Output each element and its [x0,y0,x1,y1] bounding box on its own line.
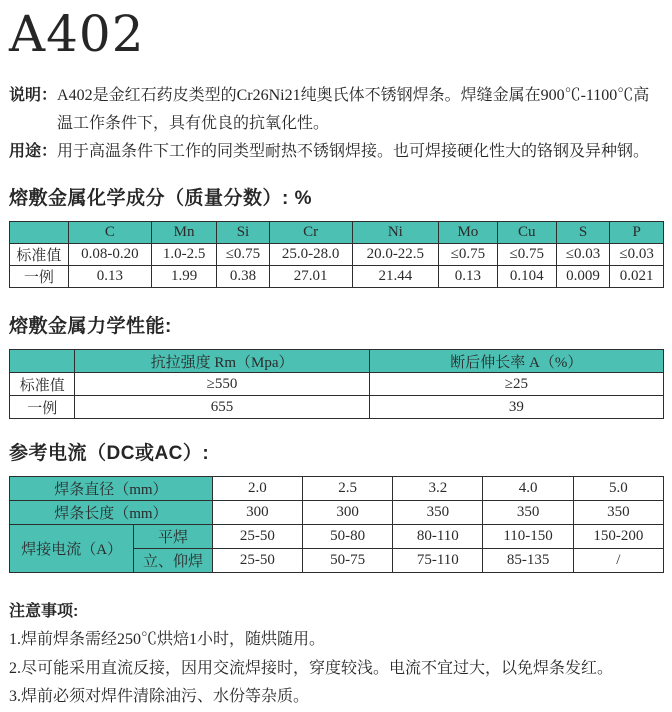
cell: ≤0.75 [217,244,269,266]
cell: 0.104 [497,266,556,288]
cell: 25-50 [212,549,302,573]
reference-current-table [9,476,664,573]
table-row [10,373,664,396]
column-header: 断后伸长率 A（%） [369,350,663,373]
column-header: S [556,222,610,244]
cell: ≤0.75 [497,244,556,266]
cell: 39 [369,396,663,419]
notes-heading: 注意事项: [9,603,79,620]
cell: / [573,549,663,573]
cell: 27.01 [269,266,352,288]
cell: 300 [302,501,392,525]
note-item: 2.尽可能采用直流反接，因用交流焊接时，穿度较浅。电流不宜过大，以免焊条发红。 [9,659,614,677]
cell: 350 [393,501,483,525]
column-header: C [68,222,151,244]
table-row [10,244,664,266]
cell: 1.0-2.5 [151,244,216,266]
table-row [10,396,664,419]
note-item: 3.焊前必须对焊件清除油污、水份等杂质。 [9,688,310,705]
cell: 350 [573,501,663,525]
cell: 150-200 [573,525,663,549]
column-header: Mn [151,222,216,244]
column-header: Si [217,222,269,244]
table-row [10,266,664,288]
cell: 85-135 [483,549,573,573]
description-label: 说明： [9,87,58,104]
mechanical-section-heading: 熔敷金属力学性能: [9,316,172,337]
cell: 110-150 [483,525,573,549]
chemical-section-heading: 熔敷金属化学成分（质量分数）: % [9,188,313,209]
cell: 5.0 [573,477,663,501]
cell: ≤0.03 [556,244,610,266]
cell: 1.99 [151,266,216,288]
column-header: 抗拉强度 Rm（Mpa） [75,350,369,373]
cell: 75-110 [393,549,483,573]
table-row [10,501,664,525]
column-header: P [610,222,664,244]
cell: 50-80 [302,525,392,549]
cell: 21.44 [352,266,438,288]
cell: 3.2 [393,477,483,501]
note-item: 1.焊前焊条需经250℃烘焙1小时，随烘随用。 [9,631,326,648]
chemical-header-row [10,222,664,244]
cell: 20.0-22.5 [352,244,438,266]
page-title: A402 [9,5,145,63]
cell: ≥25 [369,373,663,396]
mechanical-properties-table [9,349,664,419]
cell: 0.08-0.20 [68,244,151,266]
table-row [10,525,664,549]
description-paragraph [9,82,664,138]
cell: 25-50 [212,525,302,549]
description-text: A402是金红石药皮类型的Cr26Ni21纯奥氏体不锈钢焊条。焊缝金属在900℃-1100℃高温工作条件下，具有优良的抗氧化性。 [57,87,650,132]
row-label: 标准值 [10,244,69,266]
cell: 0.009 [556,266,610,288]
cell: 0.021 [610,266,664,288]
cell: 300 [212,501,302,525]
row-label: 焊接电流（A） [10,525,134,573]
usage-label: 用途： [9,143,58,160]
column-header [10,222,69,244]
table-row [10,477,664,501]
row-sublabel: 立、仰焊 [134,549,212,573]
cell: ≤0.75 [438,244,497,266]
column-header: Cr [269,222,352,244]
column-header: Cu [497,222,556,244]
cell: ≤0.03 [610,244,664,266]
cell: 0.38 [217,266,269,288]
mechanical-header-row [10,350,664,373]
row-label: 焊条长度（mm） [10,501,213,525]
usage-paragraph [9,138,664,166]
cell: 2.5 [302,477,392,501]
cell: 4.0 [483,477,573,501]
cell: 350 [483,501,573,525]
row-label: 标准值 [10,373,75,396]
cell: ≥550 [75,373,369,396]
row-sublabel: 平焊 [134,525,212,549]
chemical-composition-table [9,221,664,288]
row-label: 一例 [10,266,69,288]
row-label: 一例 [10,396,75,419]
column-header: Mo [438,222,497,244]
current-section-heading: 参考电流（DC或AC）: [9,443,210,464]
cell: 0.13 [438,266,497,288]
cell: 0.13 [68,266,151,288]
cell: 2.0 [212,477,302,501]
column-header: Ni [352,222,438,244]
cell: 50-75 [302,549,392,573]
row-label: 焊条直径（mm） [10,477,213,501]
column-header [10,350,75,373]
cell: 655 [75,396,369,419]
cell: 25.0-28.0 [269,244,352,266]
usage-text: 用于高温条件下工作的同类型耐热不锈钢焊接。也可焊接硬化性大的铬钢及异种钢。 [57,143,650,160]
cell: 80-110 [393,525,483,549]
